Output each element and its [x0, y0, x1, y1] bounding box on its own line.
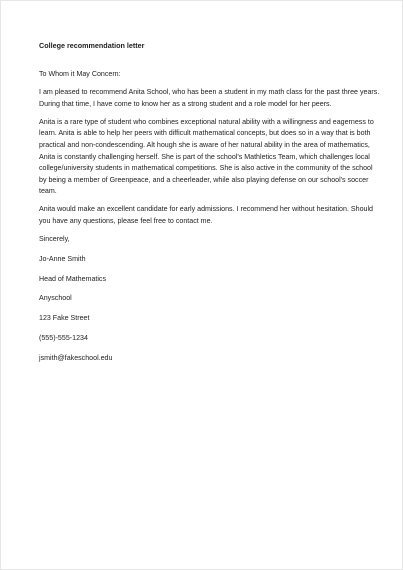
paragraph-line: Anita is a rare type of student who combines exceptional natural ability with a willingness and eagerness to — [39, 117, 374, 126]
paragraph-line: During that time, I have come to know her as a strong student and a role model for her peers. — [39, 99, 332, 108]
salutation: To Whom it May Concern: — [39, 70, 121, 78]
signer-phone: (555)-555-1234 — [39, 334, 88, 343]
paragraph-line: college/university students in mathematical competitions. She is also active in the community of the school — [39, 164, 373, 173]
paragraph-line: I am pleased to recommend Anita School, who has been a student in my math class for the past three years. — [39, 88, 380, 97]
signer-position: Head of Mathematics — [39, 274, 107, 283]
paragraph-line: practical and non-condescending. Alt hough she is aware of her natural ability in the area of mathematics, — [39, 140, 370, 149]
signer-name: Jo-Anne Smith — [39, 254, 86, 263]
letter-title: College recommendation letter — [39, 41, 145, 50]
paragraph-line: Anita is constantly challenging herself. She is part of the school's Mathletics Team, which challenges local — [39, 152, 370, 161]
signer-street: 123 Fake Street — [39, 314, 90, 323]
paragraph-line: Anita would make an excellent candidate for early admissions. I recommend her without hesitation. Should — [39, 205, 373, 214]
signer-school: Anyschool — [39, 294, 72, 303]
signature-block — [39, 234, 369, 364]
signer-email: jsmith@fakeschool.edu — [39, 353, 113, 362]
paragraph-line: by being a member of Greenpeace, and a cheerleader, while also playing defense on our school's soccer — [39, 175, 369, 184]
closing: Sincerely, — [39, 235, 70, 244]
paragraph-line: learn. Anita is able to help her peers with difficult mathematical concepts, but does so in a way that is both — [39, 129, 371, 138]
letter-content — [39, 41, 380, 373]
paragraph-line: team. — [39, 187, 57, 196]
paragraph-qualities — [39, 117, 374, 198]
paragraph-intro — [39, 87, 380, 110]
paragraph-line: you have any questions, please feel free to contact me. — [39, 217, 213, 226]
paragraph-recommendation — [39, 204, 373, 227]
